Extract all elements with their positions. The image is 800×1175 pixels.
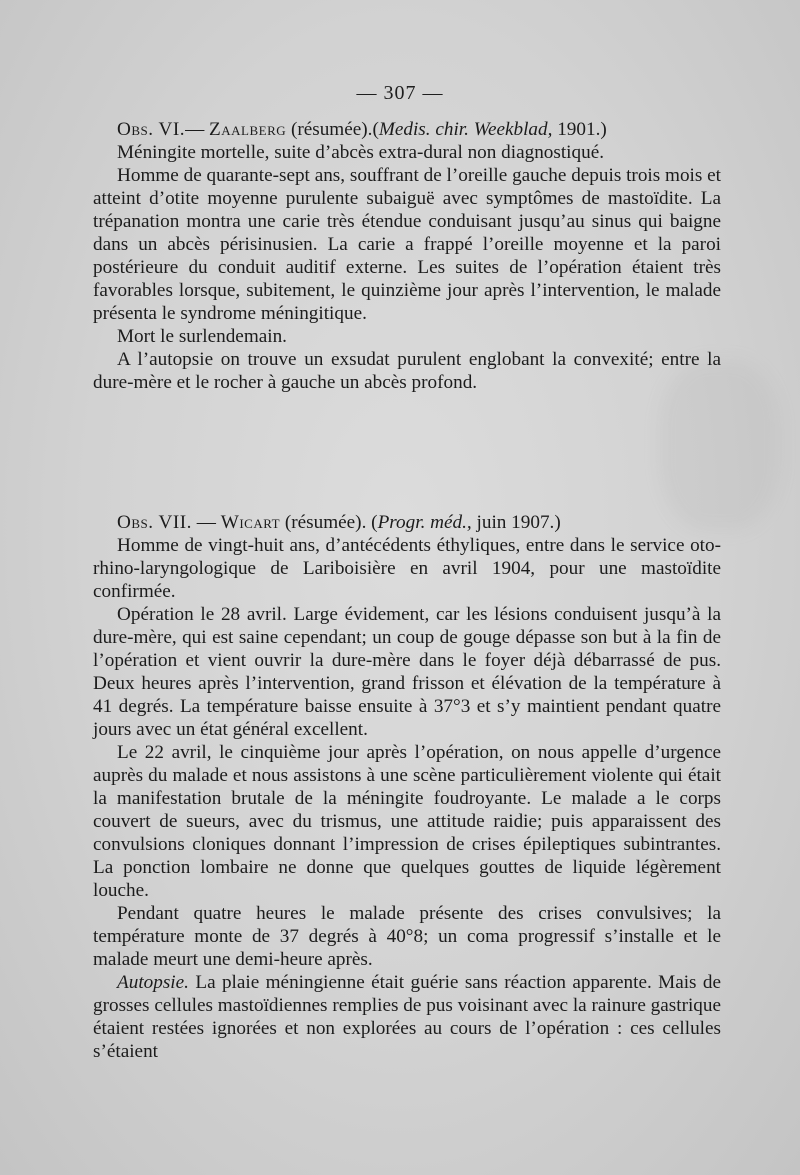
obs7-source-rest: juin 1907.) <box>476 512 561 533</box>
observation-7 <box>93 511 721 1063</box>
obs7-paragraph-5 <box>93 971 721 1063</box>
obs6-label: Obs. VI. <box>117 119 186 140</box>
page-number: — 307 — <box>356 82 444 104</box>
obs7-paragraph-1: Homme de vingt-huit ans, d’antécédents éthyliques, entre dans le service oto-rhino-laryngologique de Lariboisière en avril 1904, pour une mastoïdite confirmée. <box>93 535 721 602</box>
obs7-source-open: ( <box>371 512 378 533</box>
obs6-source-open: ( <box>372 119 379 140</box>
obs7-author: Wicart <box>220 512 281 533</box>
obs7-heading <box>93 511 721 534</box>
obs7-paragraph-5-text: La plaie méningienne était guérie sans réaction apparente. Mais de grosses cellules mastoïdiennes remplies de pus voisinant avec la rainure gastrique étaient restées ignorées et non explorées au cours de l’opération : ces cellules s’étaient <box>93 972 722 1062</box>
obs6-paragraph-3: A l’autopsie on trouve un exsudat purulent englobant la convexité; entre la dure-mère et le rocher à gauche un abcès profond. <box>93 349 721 393</box>
obs6-paragraph-1: Homme de quarante-sept ans, souffrant de l’oreille gauche depuis trois mois et atteint d’otite moyenne purulente subaiguë avec symptômes de mastoïdite. La trépanation montra une carie très étendue conduisant jusqu’au sinus qui baigne dans un abcès périsinusien. La carie a frappé l’oreille moyenne et la paroi postérieure du conduit auditif externe. Les suites de l’opération étaient très favorables lorsque, subitement, le quinzième jour après l’intervention, le malade présenta le syndrome méningitique. <box>93 165 721 324</box>
obs6-paragraph-2: Mort le surlendemain. <box>117 326 287 347</box>
obs7-paragraph-3: Le 22 avril, le cinquième jour après l’opération, on nous appelle d’urgence auprès du malade et nous assistons à une scène particulièrement violente qui était la manifestation brutale de la méningite foudroyante. Le malade a le corps couvert de sueurs, avec du trismus, une attitude raidie; puis apparaissent des convulsions cloniques donnant l’impression de crises épileptiques subintrantes. La ponction lombaire ne donne que quelques gouttes de liquide légèrement louche. <box>93 742 721 901</box>
obs7-paragraph-2: Opération le 28 avril. Large évidement, car les lésions conduisent jusqu’à la dure-mère, qui est saine cependant; un coup de gouge dépasse son but à la fin de l’opération et vient ouvrir la dure-mère dans le foyer déjà débarrassé de pus. Deux heures après l’intervention, grand frisson et élévation de la température à 41 degrés. La température baisse ensuite à 37°3 et s’y maintient pendant quatre jours avec un état général excellent. <box>93 604 721 740</box>
obs7-source-journal: Progr. méd., <box>377 512 472 533</box>
obs6-heading <box>93 118 721 141</box>
obs6-title: Méningite mortelle, suite d’abcès extra-dural non diagnostiqué. <box>117 142 605 163</box>
obs7-resumee: (résumée). <box>284 512 367 533</box>
obs7-paragraph-4: Pendant quatre heures le malade présente des crises convulsives; la température monte de 37 degrés à 40°8; un coma progressif s’installe et le malade meurt une demi-heure après. <box>93 903 721 970</box>
obs7-autopsie-label: Autopsie. <box>117 972 189 993</box>
obs6-source-journal: Medis. chir. Weekblad, <box>378 119 553 140</box>
obs6-source-year: 1901.) <box>557 119 607 140</box>
observation-6 <box>93 118 721 394</box>
obs7-label: Obs. VII. <box>117 512 192 533</box>
obs7-dash: — <box>196 512 216 533</box>
obs6-dash: — <box>185 119 205 140</box>
obs6-author: Zaalberg <box>209 119 287 140</box>
obs6-resumee: (résumée). <box>290 119 373 140</box>
